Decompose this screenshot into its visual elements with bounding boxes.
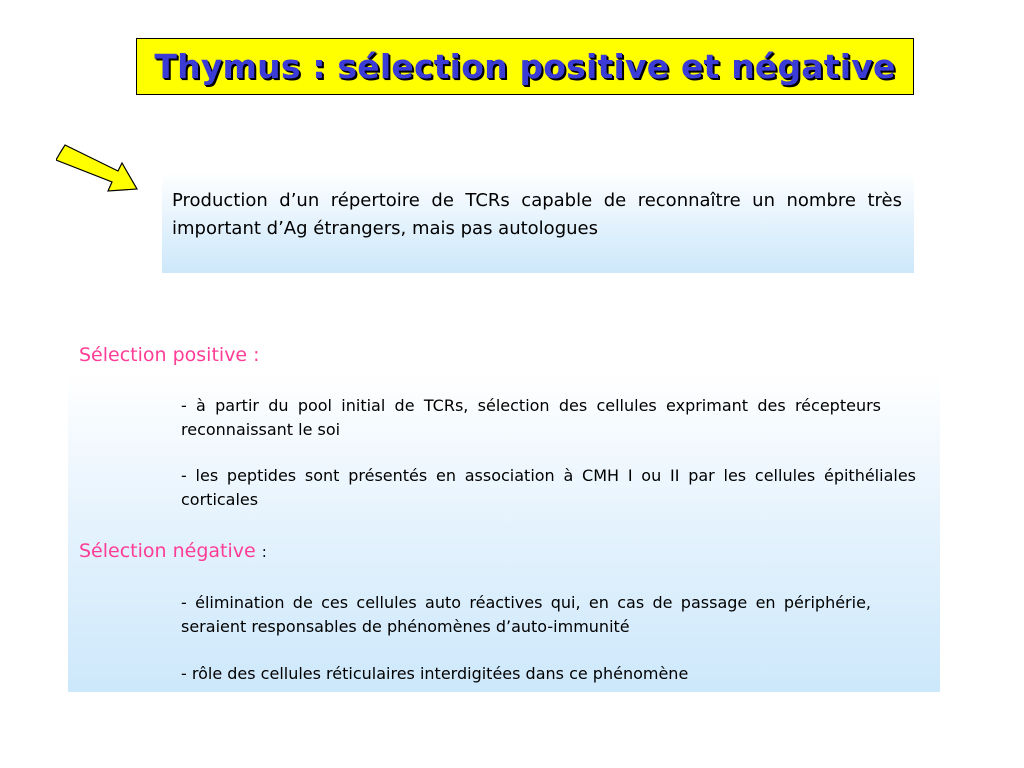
negative-heading-colon: :: [261, 543, 267, 561]
intro-text: Production d’un répertoire de TCRs capable de reconnaître un nombre très important d’Ag étrangers, mais pas autologues: [172, 190, 902, 239]
slide-title: Thymus : sélection positive et négative: [154, 47, 896, 86]
intro-box: [162, 172, 914, 273]
positive-bullet-1: - à partir du pool initial de TCRs, sélection des cellules exprimant des récepteurs reconnaissant le soi: [181, 396, 881, 439]
positive-selection-heading: Sélection positive :: [79, 344, 260, 366]
negative-bullet-1: - élimination de ces cellules auto réactives qui, en cas de passage en périphérie, seraient responsables de phénomènes d’auto-immunité: [181, 593, 871, 636]
negative-selection-heading: [79, 540, 267, 562]
negative-heading-text: Sélection négative: [79, 540, 256, 562]
title-box: [136, 38, 914, 95]
positive-bullet-2: - les peptides sont présentés en association à CMH I ou II par les cellules épithéliales corticales: [181, 466, 916, 509]
arrow-right-down-icon: [56, 143, 140, 195]
negative-bullet-2: - rôle des cellules réticulaires interdigitées dans ce phénomène: [181, 664, 689, 683]
